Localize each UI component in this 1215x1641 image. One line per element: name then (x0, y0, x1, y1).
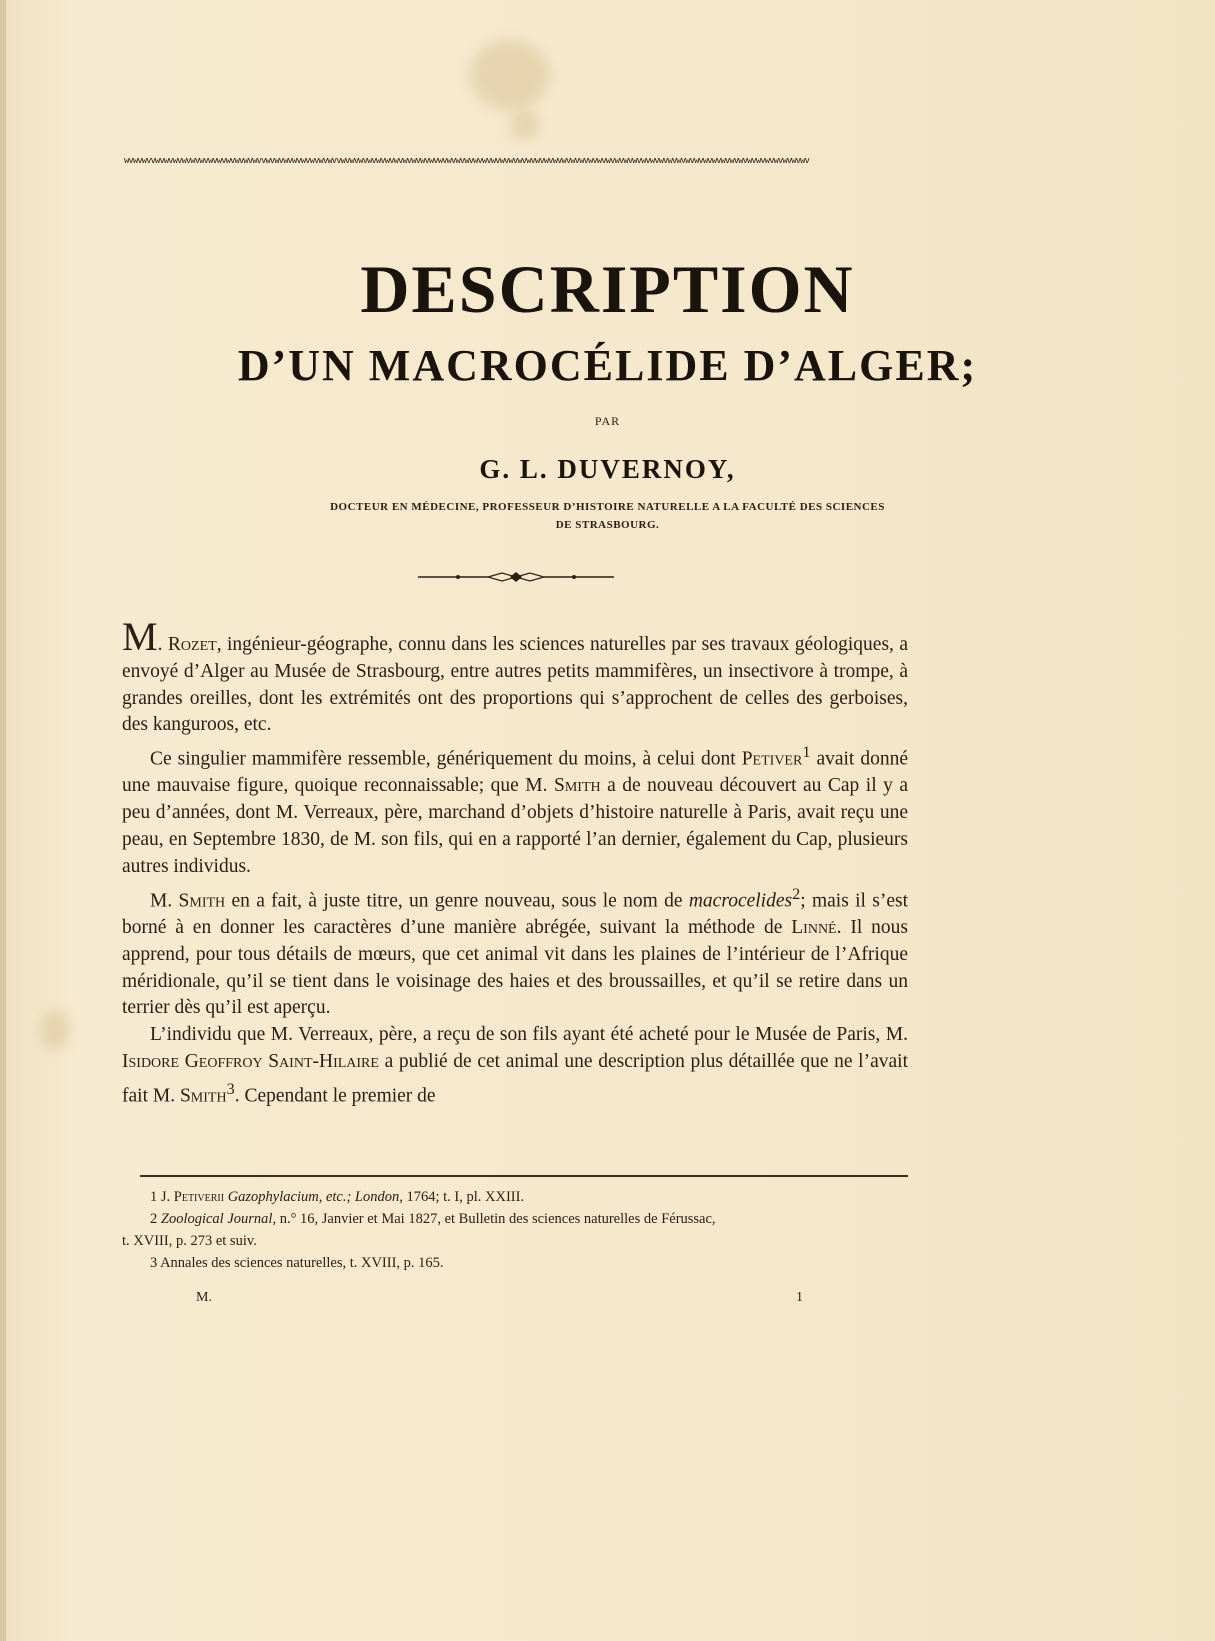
paragraph-1: M. Rozet, ingénieur-géographe, connu dans les sciences naturelles par ses travaux géologiques, a envoyé d’Alger au Musée de Strasbourg, entre autres petits mammifères, un insectivore à trompe, à grandes oreilles, dont les extrémités ont des proportions qui s’approchent de celles des gerboises, des kanguroos, etc. (122, 614, 909, 736)
signature-number: 1 (796, 1290, 803, 1305)
paper-stain (510, 110, 540, 140)
paper-stain (470, 40, 550, 110)
paragraph-3: M. Smith en a fait, à juste titre, un genre nouveau, sous le nom de macrocelides$^2$; mais il s’est borné à en donner les caractères d’une manière abrégée, suivant la méthode de Linné. Il nous apprend, pour tous détails de mœurs, que cet animal vit dans les plaines de l’intérieur de l’Afrique méridionale, qu’il se tient dans le voisinage des haies et des broussailles, et qu’il se retire dans un terrier dès qu’il est aperçu. (122, 884, 909, 1019)
footnote-ref: 2 (792, 884, 801, 903)
paragraph-4: L’individu que M. Verreaux, père, a reçu de son fils ayant été acheté pour le Musée de Paris, M. Isidore Geoffroy Saint-Hilaire a publié de cet animal une description plus détaillée que ne l’avait fait M. Smith$^3$. Cependant le premier de (122, 1024, 908, 1107)
person-name: Smith (178, 890, 226, 912)
person-name: Linné (791, 916, 837, 938)
author-credentials (0, 498, 1215, 534)
paper-stain (40, 1010, 70, 1050)
footnote-2-continued: t. XVIII, p. 273 et suiv. (122, 1233, 257, 1249)
page-title: DESCRIPTION (360, 251, 855, 327)
signature-mark: M. (196, 1290, 212, 1305)
page-subtitle: D’UN MACROCÉLIDE D’ALGER; (237, 341, 978, 390)
credentials-line-1: DOCTEUR EN MÉDECINE, PROFESSEUR D’HISTOIRE NATURELLE A LA FACULTÉ DES SCIENCES (330, 501, 885, 513)
genus-name: macrocelides (688, 890, 793, 912)
footnote-rule (140, 1175, 908, 1177)
footnote-ref: 1 (802, 743, 811, 762)
ornamental-header-rule: wvwvwvvwvwvwvwvwvwvwvwvwvwvwvwvvwvwvwvwvwvwvwvwvvwvwvwvwvwvwvwvwvwvwvwvwvwvwvwvwvwvwvwvwvwvwvwvwvwvwvwvwvwvwvwvwvwvwvwvwvwvwvwvwvwvwvwvwvwvwvwvwvwvwvwvwvwv (124, 156, 809, 166)
person-name: Isidore Geoffroy Saint-Hilaire (122, 1050, 379, 1072)
paragraph-2: Ce singulier mammifère ressemble, génériquement du moins, à celui dont Petiver$^1$ avait donné une mauvaise figure, quoique reconnaissable; que M. Smith a de nouveau découvert au Cap il y a peu d’années, dont M. Verreaux, père, marchand d’objets d’histoire naturelle à Paris, avait reçu une peau, en Septembre 1830, de M. son fils, qui en a rapporté l’an dernier, également du Cap, plusieurs autres individus. (122, 743, 908, 877)
footnotes (122, 1186, 912, 1274)
person-name: Smith (553, 775, 601, 797)
page-edge (0, 0, 6, 1641)
person-name: Petiver (741, 748, 803, 770)
person-name: Rozet (167, 634, 217, 655)
by-label: PAR (594, 414, 621, 428)
article-body (122, 614, 909, 1110)
credentials-line-2: DE STRASBOURG. (555, 519, 660, 531)
footnote-1: 1 J. Petiverii Gazophylacium, etc.; London, 1764; t. I, pl. XXIII. (150, 1189, 525, 1205)
footnote-ref: 3 (226, 1079, 235, 1098)
ornamental-divider-icon (418, 570, 614, 584)
person-name: Smith (179, 1085, 227, 1107)
footnote-3: 3 Annales des sciences naturelles, t. XVIII, p. 165. (150, 1255, 444, 1271)
drop-cap: M (122, 614, 158, 659)
footnote-2: 2 Zoological Journal, n.° 16, Janvier et Mai 1827, et Bulletin des sciences naturelles de Férussac, (150, 1211, 716, 1227)
author-name: G. L. DUVERNOY, (479, 454, 736, 484)
